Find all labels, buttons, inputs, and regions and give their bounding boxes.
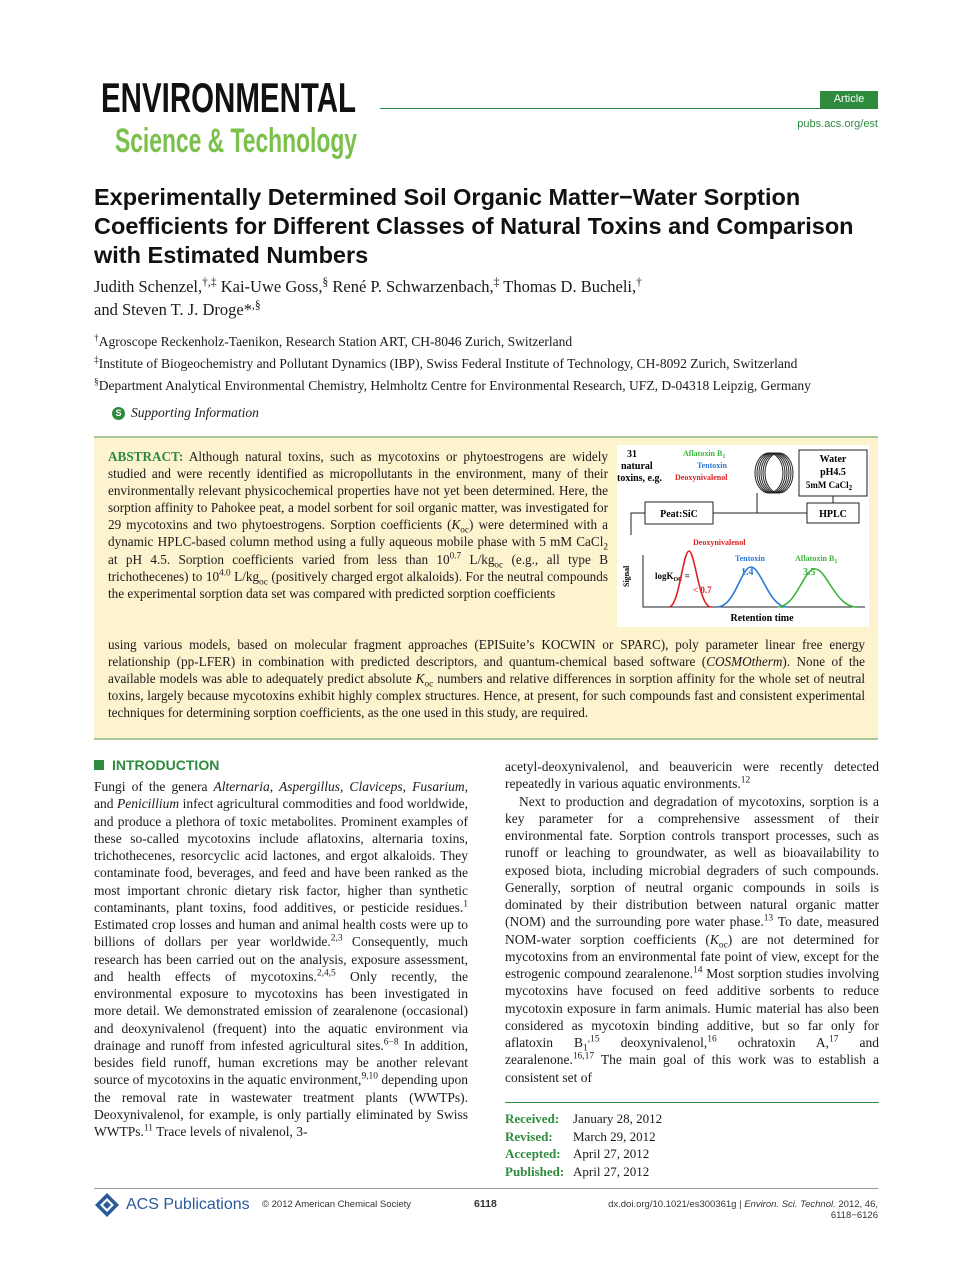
article-badge: Article [820, 91, 878, 108]
text-run: ) are not determined for mycotoxins from an environmental fate point of view, except for the estrogenic compound zearalenone. [505, 931, 879, 981]
citation-ref[interactable]: 16 [707, 1034, 717, 1045]
author-list [94, 275, 884, 321]
toc-deoxy-label: Deoxynivalenol [675, 473, 728, 482]
text-run: infect agricultural commodities and food worldwide, and produce a plethora of toxic metabolites. Prominent examples of these so-called mycotoxins include aflatoxins, alternaria toxins, trichothecenes, resorcyclic acid lactones, and ergot alkaloids. They contaminate food, beverages, and feed and have been ranked as the most important chronic dietary risk factor, higher than synthetic contaminants, plant toxins, food additives, or pesticide residues. [94, 796, 468, 915]
toc-ph: pH4.5 [820, 467, 846, 478]
text-run: Trace levels of nivalenol, 3- [152, 1124, 308, 1139]
text-run: and zearalenone. [505, 1035, 879, 1068]
section-heading-text: INTRODUCTION [112, 757, 220, 773]
text-run: deoxynivalenol, [599, 1035, 708, 1050]
acs-publications-logo[interactable] [94, 1192, 250, 1218]
abstract-part: numbers and relative differences in sorption affinity for the whole set of neutral toxins, largely because mycotoxins exhibit highly complex structures. Hence, at present, for such compounds fast and consistent experimental techniques for determining sorption coefficients, as the one used in this study, are required. [108, 671, 865, 721]
abstract-part: using various models, based on molecular fragment approaches (EPISuite’s KOCWIN or SPARC), poly parameter linear free energy relationship (pp-LFER) in combination with predicted descriptors, and quantum-chemical based software ( [108, 637, 865, 670]
footer-rule [94, 1188, 878, 1189]
toc-logkoc: logK$_{OC}$ = [655, 571, 690, 583]
citation-ref[interactable]: 14 [692, 965, 703, 976]
cacl-sub: 2 [603, 542, 608, 553]
abstract-text-continued [108, 636, 865, 721]
author-4[interactable]: Thomas D. Bucheli, [499, 277, 637, 296]
page-number: 6118 [474, 1198, 497, 1210]
header-rule [380, 108, 878, 109]
toc-value-aflatoxin: 3.5 [803, 567, 816, 578]
toc-hplc: HPLC [819, 509, 847, 520]
aff-mark: †,‡ [202, 276, 217, 289]
toc-water: Water [819, 454, 847, 465]
affiliation-text: Institute of Biogeochemistry and Pollutant Dynamics (IBP), Swiss Federal Institute of Technology, CH-8092 Zurich, Switzerland [98, 356, 798, 371]
text-run: acetyl-deoxynivalenol, and beauvericin were recently detected repeatedly in various aquatic environments. [505, 759, 879, 792]
koc-sub: oc [259, 576, 268, 587]
date-value: January 28, 2012 [573, 1111, 663, 1126]
text-run: and [94, 796, 117, 812]
logo-line2: Science & Technology [115, 122, 358, 160]
citation-ref[interactable]: 13 [763, 913, 774, 924]
date-row [505, 1128, 662, 1146]
toc-peat: Peat:SiC [660, 509, 698, 520]
toc-natural: natural [621, 461, 653, 472]
koc-symbol: K [451, 517, 461, 533]
abstract-part: ). None of the available models was able to adequately predict absolute [108, 654, 865, 687]
date-row [505, 1163, 662, 1181]
citation-footer [588, 1199, 878, 1221]
aff-mark: † [94, 333, 99, 344]
journal-logo [95, 60, 360, 165]
aff-mark: ,§ [251, 299, 261, 312]
exponent: 0.7 [449, 550, 462, 561]
doi-link[interactable]: dx.doi.org/10.1021/es300361g [608, 1199, 737, 1210]
affiliation-text: Agroscope Reckenholz-Taenikon, Research Station ART, CH-8046 Zurich, Switzerland [98, 334, 573, 349]
toc-toxins: toxins, e.g. [617, 473, 662, 484]
text-run: In addition, besides field runoff, human excretions may be another relevant source of mycotoxins in the aquatic environment, [94, 1037, 468, 1088]
text-run: depending upon the removal rate in wastewater treatment plants (WWTPs). Deoxynivalenol, for example, is only partially eliminated by Swiss WWTPs. [94, 1072, 468, 1139]
logo-line1: ENVIRONMENTAL [101, 74, 356, 121]
date-value: April 27, 2012 [573, 1146, 650, 1161]
author-2[interactable]: Kai-Uwe Goss, [216, 277, 323, 296]
peak-aflatoxin [777, 569, 857, 607]
copyright: © 2012 American Chemical Society [262, 1199, 412, 1210]
abstract-part: (positively charged ergot alkaloids). For the neutral compounds the experimental sorption data set was compared with predicted sorption coefficients [108, 568, 608, 601]
affiliation-2 [94, 355, 894, 373]
author-1[interactable]: Judith Schenzel, [94, 277, 203, 296]
aff-mark: ‡ [493, 276, 500, 289]
affiliation-1 [94, 333, 894, 351]
text-run: The main goal of this work was to establish a consistent set of [505, 1052, 879, 1085]
toc-value-tentoxin: 1.4 [741, 567, 754, 578]
dates-rule [505, 1102, 879, 1103]
text-run: Most sorption studies involving mycotoxins have focused on feed additive sorbents to reduce mycotoxin exposure in farm animals. Humic material has also been considered as mycotoxin binding additive, but so far only for aflatoxin B [505, 966, 880, 1050]
separator: | [736, 1199, 745, 1210]
affiliation-3 [94, 377, 894, 395]
subscript: 1 [583, 1043, 588, 1054]
abstract-part: Although natural toxins, such as mycotoxins or phytoestrogens are widely studied and were recently identified as micropollutants in the environment, many of their environmentally relevant physicochemical properties have not yet been determined. Here, the sorption affinity to Pahokee peat, a model sorbent for soil organic matter, was investigated for 29 mycotoxins and two phytoestrogens. Sorption coefficients ( [108, 449, 608, 533]
date-value: April 27, 2012 [573, 1163, 650, 1179]
abstract-part: L/kg [461, 551, 495, 567]
text-run: Consequently, much research has been carried out on the analysis, exposure assessment, and health effects of mycotoxins. [94, 934, 469, 984]
date-label: Received: [505, 1111, 560, 1126]
software-name: COSMOtherm [706, 654, 783, 670]
abstract-label: ABSTRACT: [108, 449, 184, 464]
toc-graphic [617, 445, 869, 627]
abstract-part: at pH 4.5. Sorption coefficients varied from less than 10 [108, 551, 450, 567]
publication-dates [505, 1110, 662, 1180]
date-row [505, 1145, 662, 1163]
genus-names: Alternaria, Aspergillus, Claviceps, Fusarium, [213, 779, 469, 794]
koc-sub: oc [460, 525, 469, 536]
citation-ref[interactable]: 17 [828, 1034, 839, 1045]
koc-symbol: K [709, 931, 719, 947]
koc-sub: oc [424, 678, 434, 689]
citation-ref[interactable]: 16,17 [572, 1051, 595, 1062]
toc-value-deoxy: < 0.7 [693, 585, 712, 595]
acs-logo-icon [94, 1192, 120, 1218]
toc-tentoxin-label: Tentoxin [697, 461, 727, 470]
author-3[interactable]: René P. Schwarzenbach, [328, 277, 494, 296]
acs-publications-text: ACS Publications [126, 1196, 250, 1213]
affiliation-text: Department Analytical Environmental Chemistry, Helmholtz Centre for Environmental Research, UFZ, D-04318 Leipzig, Germany [98, 378, 811, 393]
exponent: 4.0 [219, 567, 231, 578]
text-run: To date, measured NOM-water sorption coefficients ( [505, 914, 879, 947]
date-label: Accepted: [505, 1146, 561, 1161]
aff-mark: § [322, 276, 329, 289]
citation-ref[interactable]: 2,3 [330, 933, 343, 944]
abstract-part: ) were determined with a dynamic HPLC-based column method using a fully aqueous mobile phase with 5 mM CaCl [108, 517, 609, 550]
text-run: Only recently, the environmental exposure to mycotoxins has been investigated in more detail. We demonstrated emission of zearalenone (occasional) and deoxynivalenol (frequent) into the aquatic environment via drainage and runoff from infested agricultural sites. [94, 968, 468, 1053]
abstract-text [108, 448, 608, 602]
koc-sub: oc [494, 559, 504, 570]
supporting-info-label: Supporting Information [131, 405, 259, 420]
text-run: Next to production and degradation of mycotoxins, sorption is a key parameter for a comprehensive assessment of their environmental fate. Sorption controls transport processes, such as runoff or leaching to groundwater, as well as bioavailability to exposed biota, including microbial degraders of such compounds. Generally, sorption of neutral organic compounds in soils is dominated by their distribution between natural organic matter (NOM) and the surrounding pore water phase. [505, 793, 879, 930]
toc-tentoxin-peak-label: Tentoxin [735, 554, 765, 563]
abstract-part: (e.g., all type B trichothecenes) to 10 [108, 551, 608, 584]
citation-ref[interactable]: 11 [143, 1123, 153, 1134]
toc-deoxy-peak-label: Deoxynivalenol [693, 538, 746, 547]
toc-aflatoxin-peak-label: Aflatoxin $B_1$ [795, 554, 838, 565]
koc-sub: oc [718, 940, 728, 951]
koc-symbol: K [415, 671, 425, 687]
citation-ref[interactable]: 2,4,5 [316, 968, 336, 979]
coil-icon [755, 453, 793, 493]
aff-mark: ‡ [94, 355, 99, 366]
toc-n31: 31 [627, 449, 637, 460]
citation-ref[interactable]: 6−8 [383, 1037, 399, 1048]
toc-retention: Retention time [730, 613, 794, 624]
column-2 [505, 758, 879, 1086]
toc-signal: Signal [622, 565, 631, 587]
column-1 [94, 778, 468, 1140]
citation-ref[interactable]: 12 [740, 775, 751, 786]
date-row [505, 1110, 662, 1128]
genus-names: Penicillium [116, 796, 180, 812]
abstract-part: L/kg [230, 568, 260, 584]
text-run: Estimated crop losses and human and animal health costs were up to billions of dollars per year worldwide. [94, 917, 468, 950]
text-run: Fungi of the genera [94, 779, 214, 794]
citation-ref[interactable]: 1 [463, 899, 468, 910]
date-value: March 29, 2012 [573, 1128, 656, 1144]
toc-cacl: 5mM CaCl$_2$ [805, 480, 853, 492]
supporting-info-icon: S [112, 407, 125, 420]
citation-ref[interactable]: ,15 [587, 1034, 600, 1045]
date-label: Published: [505, 1163, 565, 1179]
page-title: Experimentally Determined Soil Organic Matter−Water Sorption Coefficients for Different Classes of Natural Toxins and Comparison with Estimated Numbers [94, 184, 854, 268]
section-square-icon [94, 760, 104, 770]
citation-volume: 2012, 46, 6118−6126 [830, 1199, 878, 1221]
toc-aflatoxin-label: Aflatoxin $B_1$ [683, 449, 726, 460]
text-run: ochratoxin A, [716, 1035, 829, 1050]
author-5[interactable]: and Steven T. J. Droge* [94, 300, 252, 319]
section-heading-introduction [94, 757, 219, 773]
toc-chart [622, 538, 865, 624]
aff-mark: † [636, 276, 642, 289]
date-label: Revised: [505, 1128, 553, 1144]
citation-ref[interactable]: 9,10 [361, 1071, 378, 1082]
journal-abbrev: Environ. Sci. Technol. [744, 1199, 836, 1210]
journal-url[interactable]: pubs.acs.org/est [797, 118, 878, 130]
supporting-info-link[interactable] [112, 405, 259, 421]
aff-mark: § [94, 377, 99, 388]
